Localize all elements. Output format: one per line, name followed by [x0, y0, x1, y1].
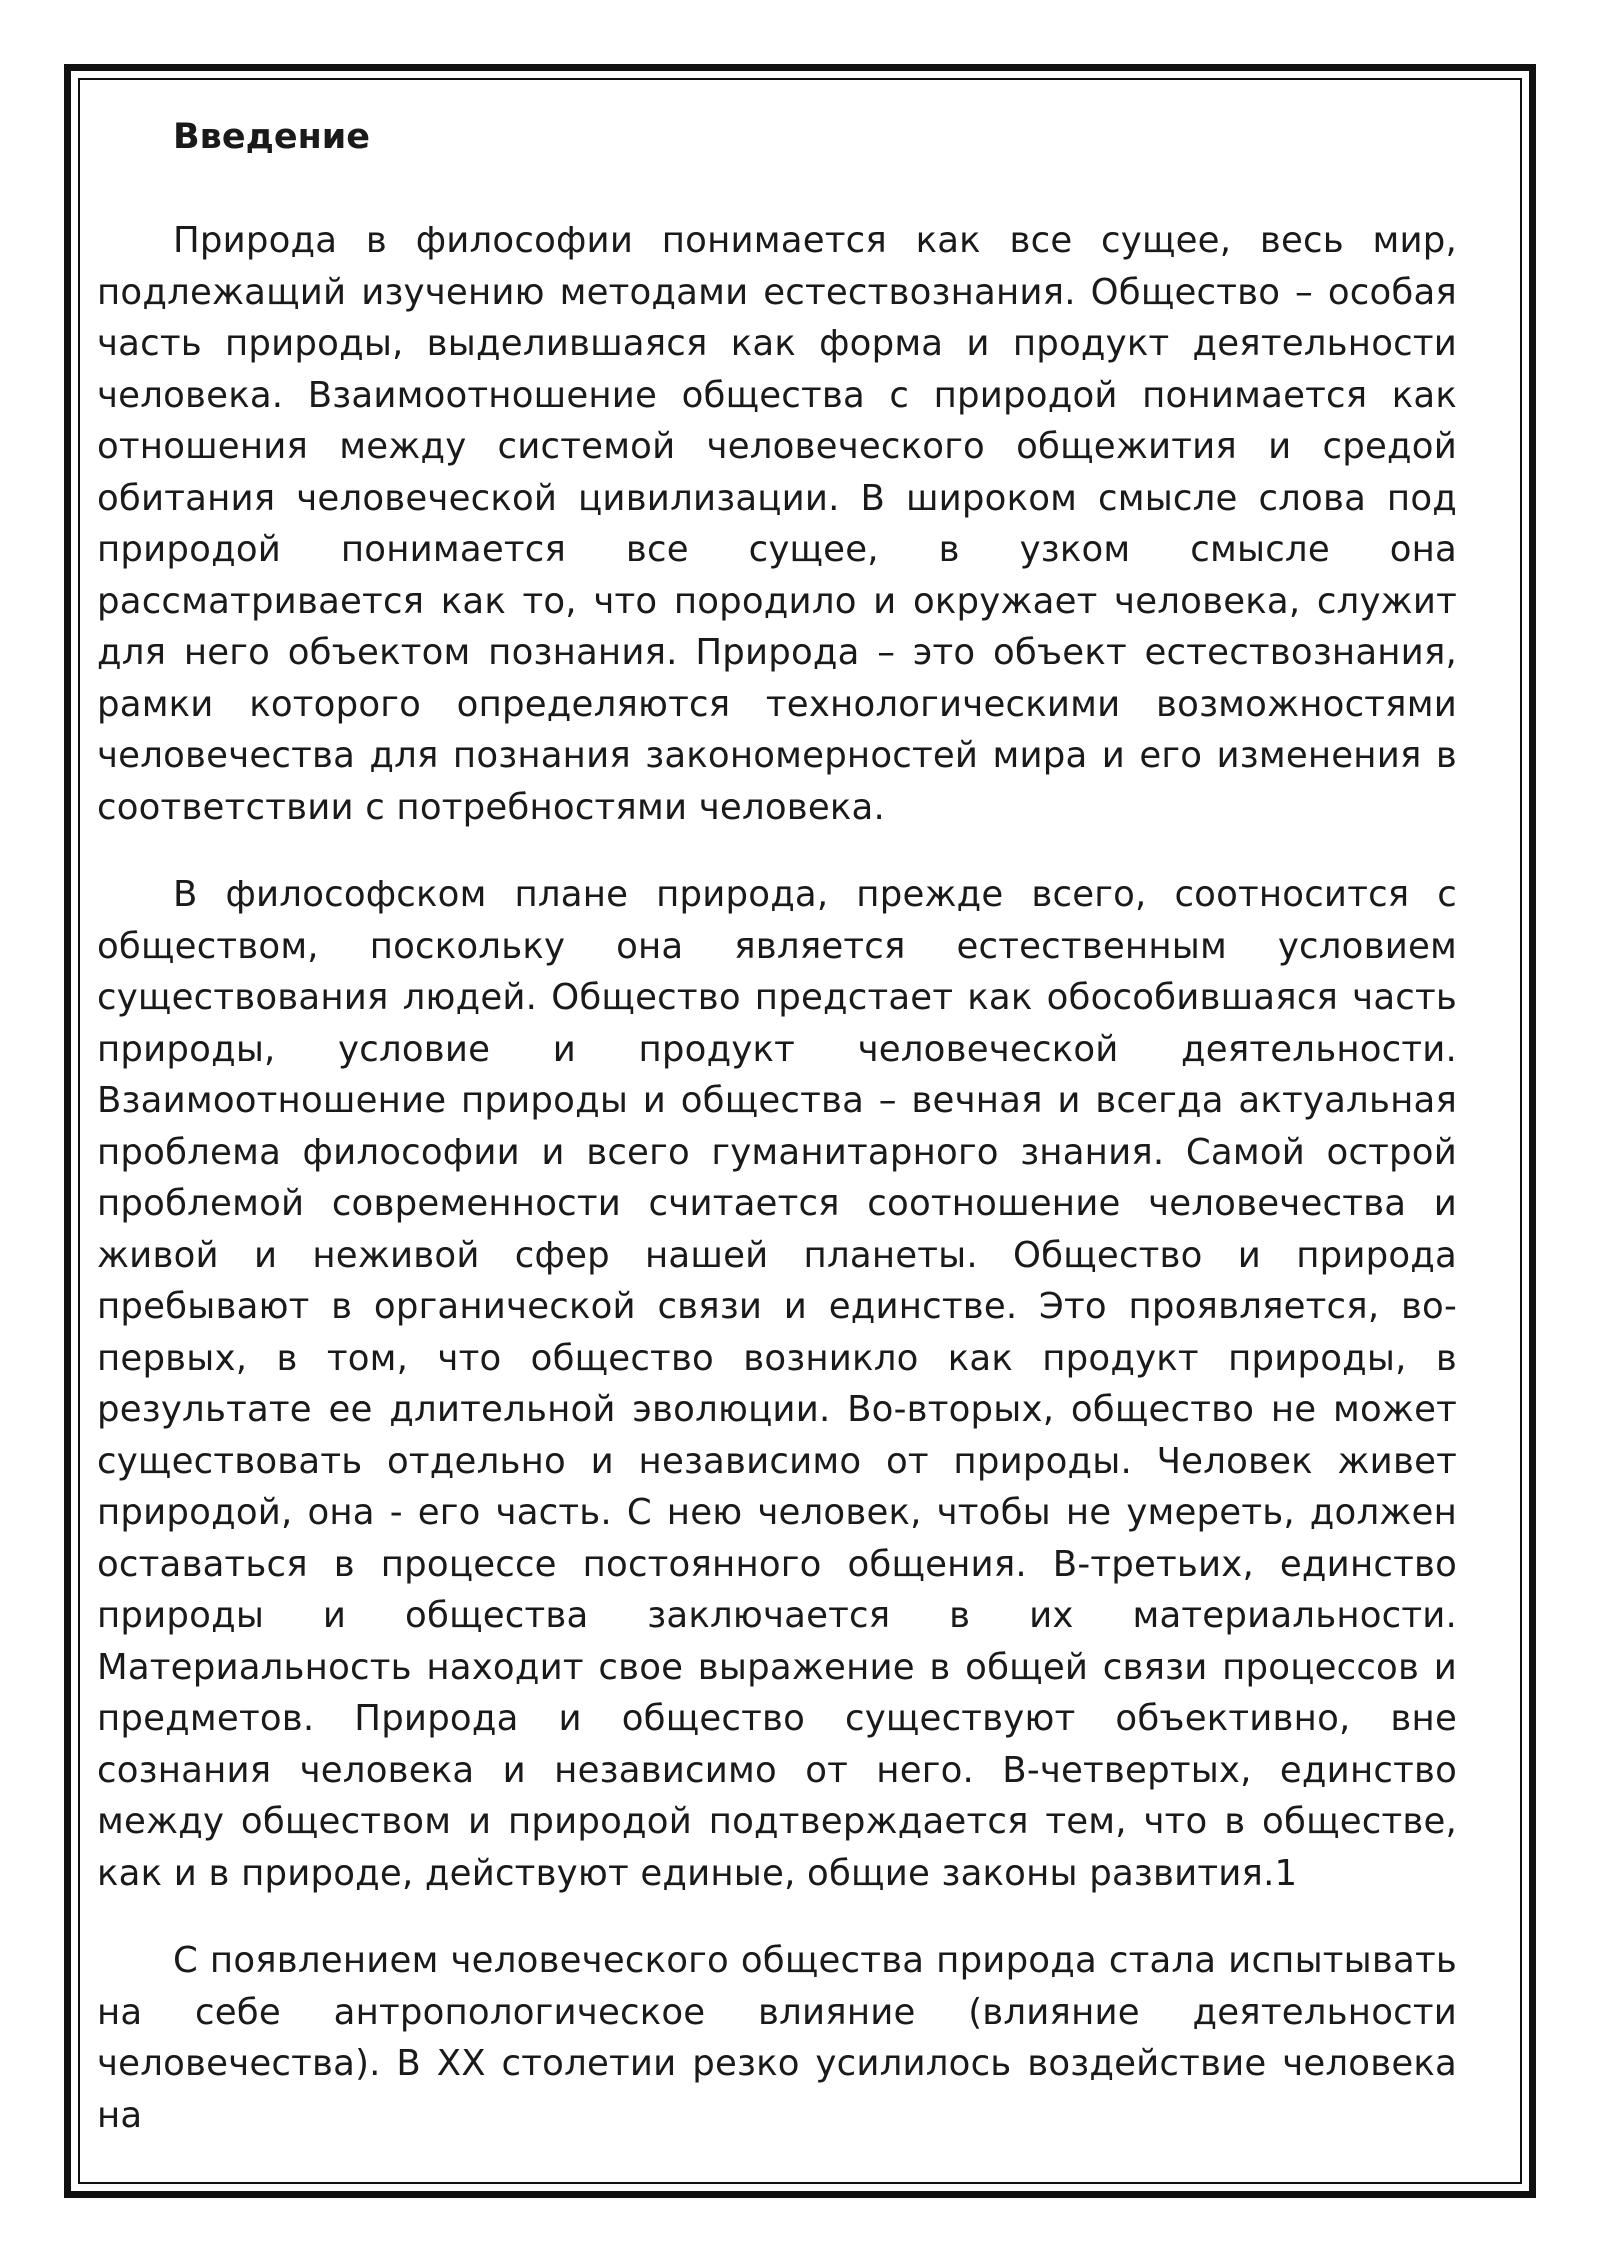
document-body	[97, 112, 1457, 2177]
section-heading: Введение	[173, 117, 371, 157]
paragraph-2: В философском плане природа, прежде всего, соотносится с обществом, поскольку она является естественным условием существования людей. Общество предстает как обособившаяся часть природы, условие и продукт человеческой деятельности. Взаимоотношение природы и общества – вечная и всегда актуальная проблема философии и всего гуманитарного знания. Самой острой проблемой современности считается соотношение человечества и живой и неживой сфер нашей планеты. Общество и природа пребывают в органической связи и единстве. Это проявляется, во-первых, в том, что общество возникло как продукт природы, в результате ее длительной эволюции. Во-вторых, общество не может существовать отдельно и независимо от природы. Человек живет природой, она - его часть. С нею человек, чтобы не умереть, должен оставаться в процессе постоянного общения. В-третьих, единство природы и общества заключается в их материальности. Материальность находит свое выражение в общей связи процессов и предметов. Природа и общество существуют объективно, вне сознания человека и независимо от него. В-четвертых, единство между обществом и природой подтверждается тем, что в обществе, как и в природе, действуют единые, общие законы развития.1	[97, 874, 1457, 1894]
paragraph-3: С появлением человеческого общества природа стала испытывать на себе антропологическое влияние (влияние деятельности человечества). В XX столетии резко усилилось воздействие человека на	[97, 1940, 1457, 2136]
paragraph-1: Природа в философии понимается как все сущее, весь мир, подлежащий изучению методами естествознания. Общество – особая часть природы, выделившаяся как форма и продукт деятельности человека. Взаимоотношение общества с природой понимается как отношения между системой человеческого общежития и средой обитания человеческой цивилизации. В широком смысле слова под природой понимается все сущее, в узком смысле она рассматривается как то, что породило и окружает человека, служит для него объектом познания. Природа – это объект естествознания, рамки которого определяются технологическими возможностями человечества для познания закономерностей мира и его изменения в соответствии с потребностями человека.	[97, 220, 1457, 828]
